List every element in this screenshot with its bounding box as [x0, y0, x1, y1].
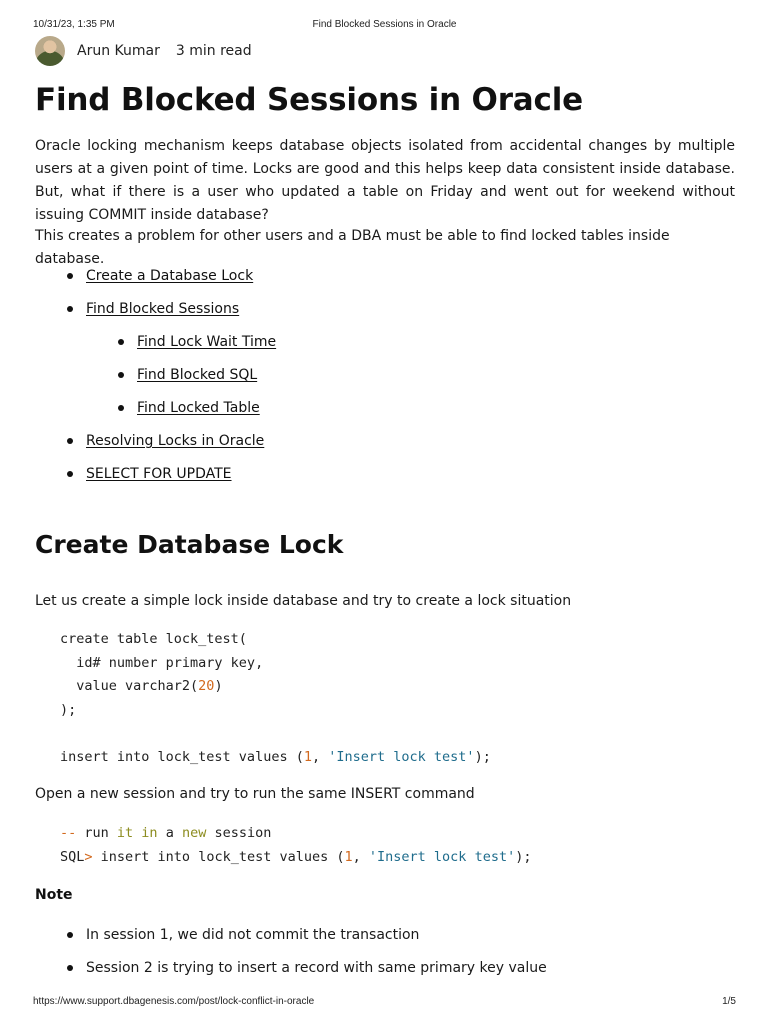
- code-line: insert into lock_test values (: [92, 848, 345, 865]
- code-line: value varchar2(: [60, 678, 199, 694]
- intro-paragraph-1: Oracle locking mechanism keeps database objects isolated from accidental changes by multiple users at a given point of time. Locks are good and this helps keep data consistent inside database. But, what if there is a user who updated a table on Friday and went out for weekend without issuing COMMIT inside database?: [35, 138, 735, 223]
- bullet-icon: [67, 932, 73, 938]
- toc-item: [137, 398, 260, 418]
- toc-link-resolving-locks[interactable]: Resolving Locks in Oracle: [86, 433, 265, 449]
- code-block-insert[interactable]: [60, 822, 531, 869]
- avatar[interactable]: [35, 36, 65, 66]
- code-line: id# number primary key,: [60, 654, 264, 671]
- note-label: Note: [35, 887, 73, 903]
- note-text: Session 2 is trying to insert a record with same primary key value: [86, 960, 547, 976]
- intro-paragraph-2: This creates a problem for other users and a DBA must be able to find locked tables inside database.: [35, 228, 670, 267]
- bullet-icon: [118, 372, 124, 378]
- bullet-icon: [67, 306, 73, 312]
- toc-item: [86, 431, 264, 451]
- code-comment-text: session: [214, 825, 272, 841]
- page-number: 1/5: [722, 996, 736, 1007]
- toc-link-find-blocked-sessions[interactable]: Find Blocked Sessions: [86, 301, 240, 317]
- code-line: ,: [311, 748, 329, 765]
- code-comment: --: [60, 825, 77, 841]
- bullet-icon: [67, 471, 73, 477]
- code-keyword: it: [116, 825, 134, 841]
- code-line: create table lock_test(: [60, 631, 247, 647]
- section-title: Create Database Lock: [35, 530, 344, 559]
- note-item: [86, 925, 419, 945]
- note-text: In session 1, we did not commit the transaction: [86, 927, 420, 943]
- bullet-icon: [118, 339, 124, 345]
- bullet-icon: [118, 405, 124, 411]
- code-comment-text: run: [76, 825, 117, 841]
- toc-item: [86, 299, 239, 319]
- post-title: Find Blocked Sessions in Oracle: [35, 82, 583, 118]
- author-row: [35, 35, 252, 67]
- toc-item: [86, 464, 232, 484]
- print-doc-title: Find Blocked Sessions in Oracle: [312, 19, 457, 30]
- print-date: 10/31/23, 1:35 PM: [33, 19, 115, 30]
- toc-link-find-lock-wait-time[interactable]: Find Lock Wait Time: [137, 334, 277, 350]
- session-intro: Open a new session and try to run the same INSERT command: [35, 786, 475, 802]
- code-number: 20: [198, 678, 215, 694]
- note-item: [86, 958, 547, 978]
- code-number: 1: [303, 748, 312, 765]
- bullet-icon: [67, 438, 73, 444]
- code-block-create-table[interactable]: [60, 628, 491, 769]
- code-keyword: new: [173, 825, 215, 841]
- author-name[interactable]: Arun Kumar: [77, 43, 160, 59]
- bullet-icon: [67, 965, 73, 971]
- code-line: );: [515, 848, 532, 865]
- toc-link-create-database-lock[interactable]: Create a Database Lock: [86, 268, 254, 284]
- toc-item: [137, 365, 257, 385]
- toc-link-find-locked-table[interactable]: Find Locked Table: [137, 400, 260, 416]
- toc-item: [137, 332, 276, 352]
- code-line: insert into lock_test values (: [60, 748, 304, 765]
- print-url[interactable]: https://www.support.dbagenesis.com/post/lock-conflict-in-oracle: [33, 996, 315, 1007]
- section-intro: Let us create a simple lock inside database and try to create a lock situation: [35, 593, 572, 609]
- code-line: ): [214, 678, 223, 694]
- code-line: );: [60, 701, 77, 718]
- code-operator: >: [84, 848, 93, 865]
- code-keyword: in: [133, 825, 166, 841]
- code-comment-text: a: [165, 825, 174, 841]
- bullet-icon: [67, 273, 73, 279]
- toc-item: [86, 266, 253, 286]
- toc-link-select-for-update[interactable]: SELECT FOR UPDATE: [86, 466, 232, 482]
- read-time: 3 min read: [175, 43, 252, 59]
- print-footer: [33, 996, 736, 1008]
- code-prompt: SQL: [60, 848, 85, 865]
- code-line: );: [474, 748, 491, 765]
- toc-link-find-blocked-sql[interactable]: Find Blocked SQL: [137, 367, 258, 383]
- code-line: ,: [352, 848, 369, 865]
- code-string: 'Insert lock test': [368, 848, 516, 865]
- code-number: 1: [344, 848, 353, 865]
- code-string: 'Insert lock test': [328, 748, 475, 765]
- print-header: [33, 19, 736, 31]
